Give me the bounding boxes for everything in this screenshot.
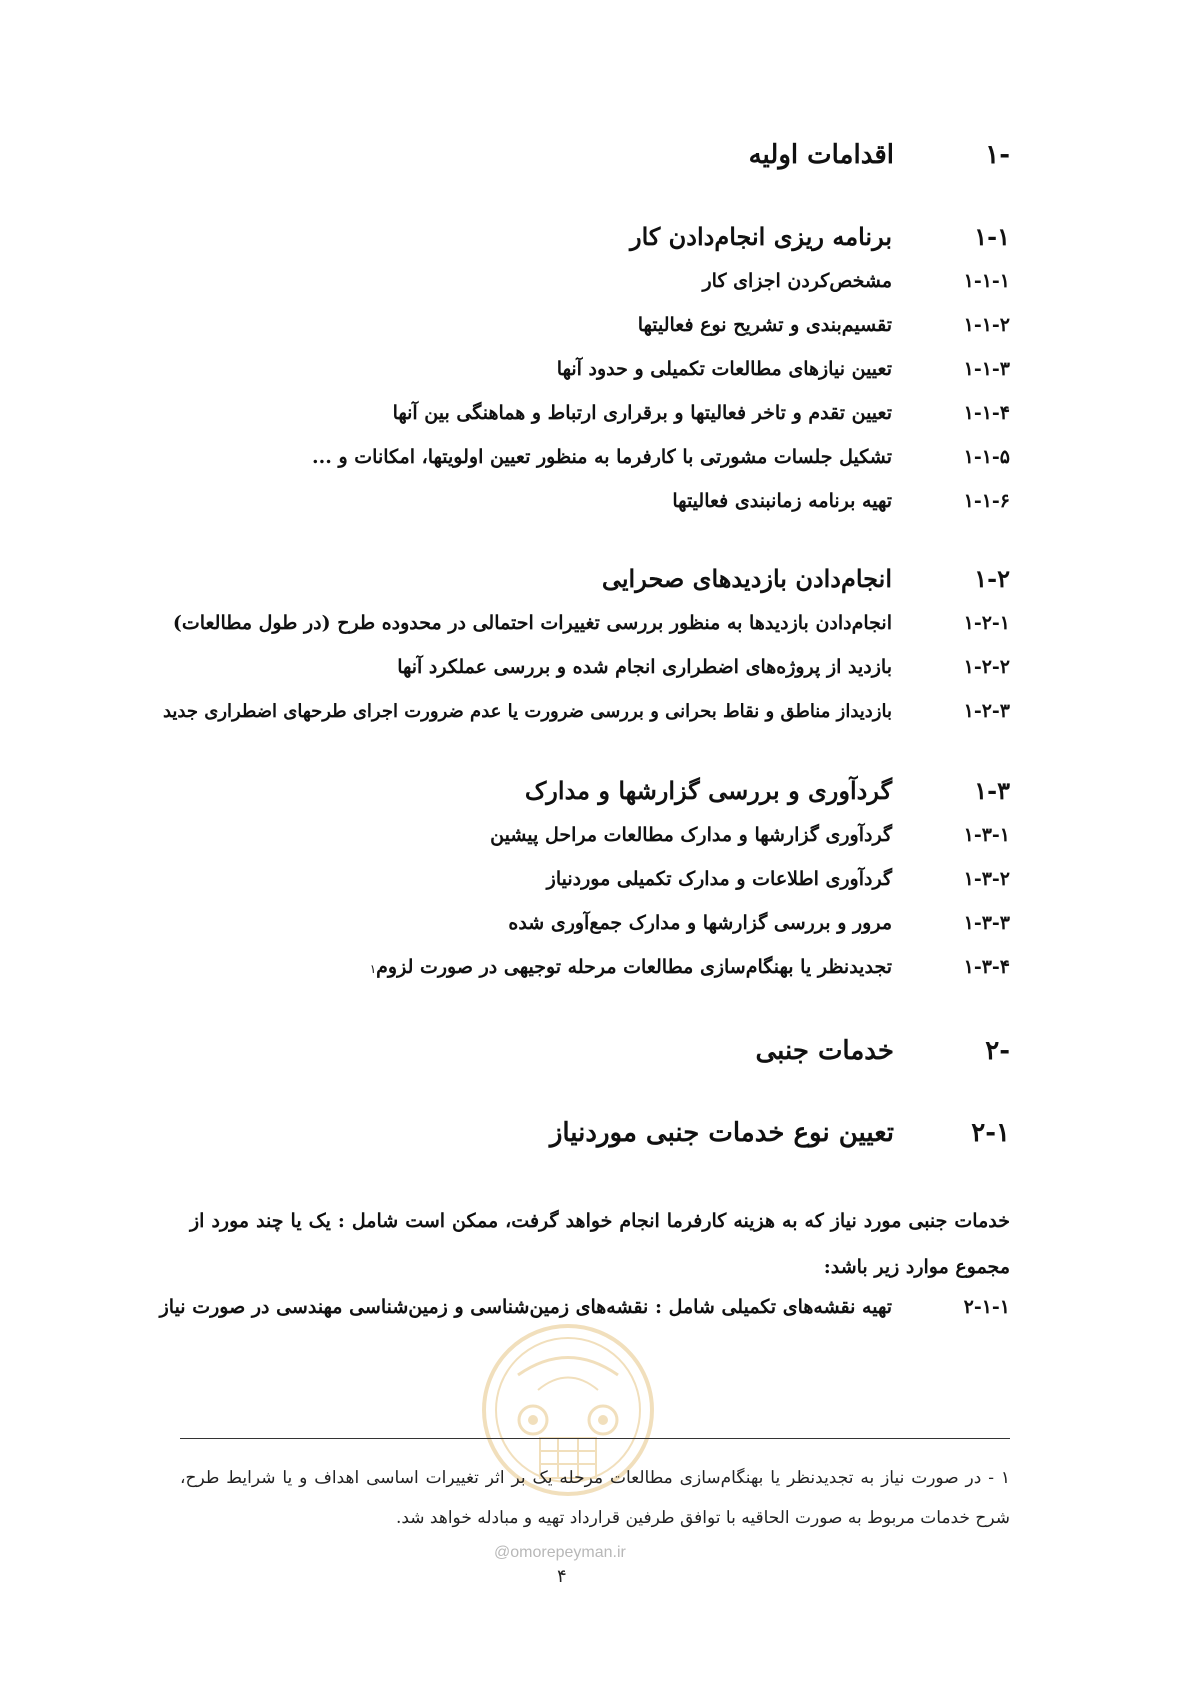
item-number: ۲-۱-۱ xyxy=(963,1296,1010,1318)
list-item xyxy=(702,270,1010,292)
list-item xyxy=(557,358,1010,380)
item-number: ۱-۱-۴ xyxy=(963,402,1010,424)
item-number: ۱-۱-۱ xyxy=(963,270,1010,292)
item-text: گردآوری اطلاعات و مدارک تکمیلی موردنیاز xyxy=(546,868,892,890)
subsection-number: ۱-۱ xyxy=(974,222,1010,251)
subsection-title: گردآوری و بررسی گزارشها و مدارک xyxy=(524,776,892,805)
item-number: ۱-۳-۳ xyxy=(963,912,1010,934)
item-text: تعیین نیازهای مطالعات تکمیلی و حدود آنها xyxy=(556,358,892,380)
subsection-heading xyxy=(602,564,1010,593)
item-number: ۱-۳-۱ xyxy=(963,824,1010,846)
item-number: ۱-۲-۳ xyxy=(963,700,1010,722)
subsection-title: تعیین نوع خدمات جنبی موردنیاز xyxy=(549,1118,894,1148)
list-item xyxy=(397,656,1010,678)
item-text: تقسیم‌بندی و تشریح نوع فعالیتها xyxy=(637,314,892,336)
item-number: ۱-۲-۲ xyxy=(963,656,1010,678)
item-number: ۱-۱-۳ xyxy=(963,358,1010,380)
subsection-heading xyxy=(525,776,1010,805)
item-text: تهیه نقشه‌های تکمیلی شامل : نقشه‌های زمین‌شناسی و زمین‌شناسی مهندسی در صورت نیاز xyxy=(159,1296,892,1318)
item-text: تشکیل جلسات مشورتی با کارفرما به منظور تعیین اولویتها، امکانات و ... xyxy=(312,446,892,468)
section-title: خدمات جنبی xyxy=(755,1036,894,1066)
list-item xyxy=(547,868,1010,890)
list-item xyxy=(638,314,1010,336)
subsection-title: انجام‌دادن بازدیدهای صحرایی xyxy=(601,564,892,593)
section-heading xyxy=(749,140,1010,170)
item-number: ۱-۱-۶ xyxy=(963,490,1010,512)
footnote-text: ۱ - در صورت نیاز به تجدیدنظر یا بهنگام‌سازی مطالعات مرحله یک بر اثر تغییرات اساسی اهداف و یا شرایط طرح، شرح خدمات مربوط به صورت الحاقیه با توافق طرفین قرارداد تهیه و مبادله خواهد شد. xyxy=(180,1468,1010,1528)
item-text: تهیه برنامه زمانبندی فعالیتها xyxy=(672,490,892,512)
section-heading xyxy=(755,1036,1010,1066)
item-text: انجام‌دادن بازدیدها به منظور بررسی تغییرات احتمالی در محدوده طرح (در طول مطالعات) xyxy=(172,612,892,634)
list-item xyxy=(508,912,1010,934)
item-number: ۱-۳-۴ xyxy=(963,956,1010,978)
list-item xyxy=(393,402,1010,424)
subsection-heading xyxy=(630,222,1010,251)
section-title: اقدامات اولیه xyxy=(748,140,894,170)
item-text: گردآوری گزارشها و مدارک مطالعات مراحل پیشین xyxy=(490,824,892,846)
item-text: بازدید از پروژه‌های اضطراری انجام شده و بررسی عملکرد آنها xyxy=(397,656,892,678)
item-number: ۱-۱-۵ xyxy=(963,446,1010,468)
section-number: -۱ xyxy=(985,140,1010,170)
item-text: تجدیدنظر یا بهنگام‌سازی مطالعات مرحله توجیهی در صورت لزوم xyxy=(376,956,892,978)
section-number: -۲ xyxy=(985,1036,1010,1066)
page-number: ۴ xyxy=(557,1566,567,1587)
item-text: بازدیداز مناطق و نقاط بحرانی و بررسی ضرورت یا عدم ضرورت اجرای طرحهای اضطراری جدید xyxy=(162,701,892,722)
list-item xyxy=(370,956,1010,978)
item-text: تعیین تقدم و تاخر فعالیتها و برقراری ارتباط و هماهنگی بین آنها xyxy=(392,402,892,424)
list-item xyxy=(312,446,1010,468)
footnote-divider xyxy=(180,1438,1010,1439)
list-item xyxy=(173,612,1010,634)
item-number: ۱-۳-۲ xyxy=(963,868,1010,890)
watermark-url: @omorepeyman.ir xyxy=(494,1544,626,1561)
footnote-reference[interactable]: ۱ xyxy=(369,962,377,976)
subsection-number: ۱-۳ xyxy=(974,776,1010,805)
body-paragraph: خدمات جنبی مورد نیاز که به هزینه کارفرما انجام خواهد گرفت، ممکن است شامل : یک یا چند مورد از مجموع موارد زیر باشد: xyxy=(190,1210,1010,1278)
list-item xyxy=(160,1296,1010,1318)
list-item xyxy=(490,824,1010,846)
subsection-title: برنامه ریزی انجام‌دادن کار xyxy=(629,222,892,251)
item-number: ۱-۱-۲ xyxy=(963,314,1010,336)
item-number: ۱-۲-۱ xyxy=(963,612,1010,634)
item-text: مشخص‌کردن اجزای کار xyxy=(702,270,892,292)
list-item xyxy=(163,700,1010,722)
subsection-number: ۲-۱ xyxy=(971,1118,1010,1148)
item-text: مرور و بررسی گزارشها و مدارک جمع‌آوری شده xyxy=(508,912,892,934)
list-item xyxy=(672,490,1010,512)
subsection-number: ۱-۲ xyxy=(974,564,1010,593)
subsection-heading xyxy=(550,1118,1010,1148)
